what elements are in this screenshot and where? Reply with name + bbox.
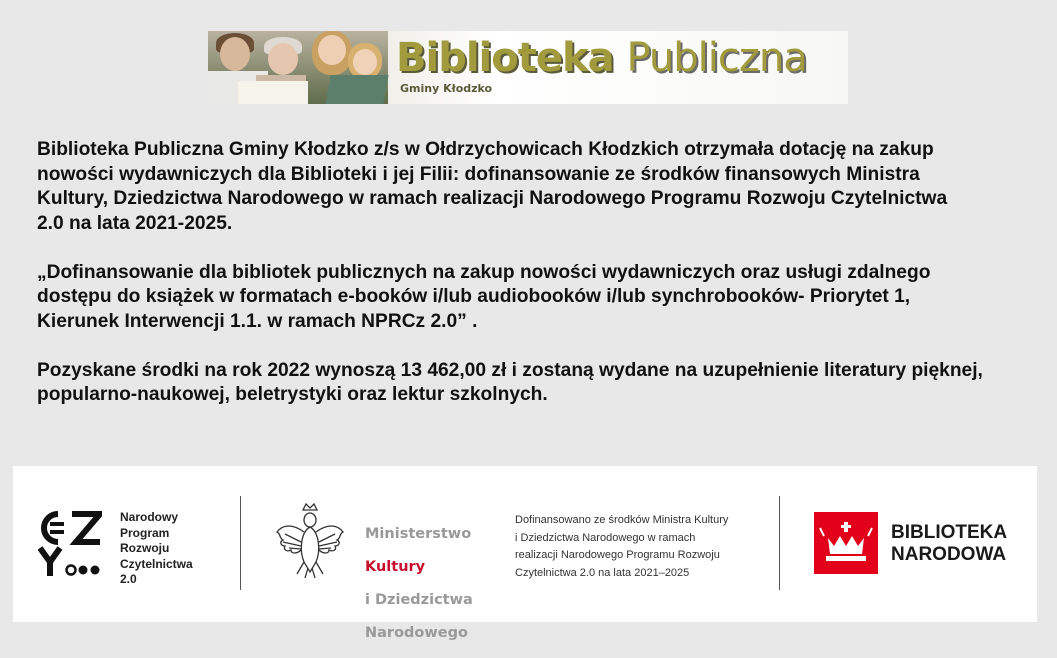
crown-logo-icon <box>814 512 878 574</box>
ministry-line1: Ministerstwo <box>365 525 472 542</box>
ministry-line3: i Dziedzictwa <box>365 591 473 608</box>
banner-title-word1: Biblioteka <box>396 35 614 81</box>
paragraph-funds-amount: Pozyskane środki na rok 2022 wynoszą 13 462,00 zł i zostaną wydane na uzupełnienie literatury pięknej, popularno-naukowej, beletrystyki oraz lektur szkolnych. <box>37 359 983 405</box>
header-banner <box>208 31 848 104</box>
sponsor-footer <box>13 466 1037 641</box>
footer-divider <box>779 496 780 590</box>
nprcz-logo-icon <box>38 508 102 578</box>
ministry-name <box>365 509 473 658</box>
paragraph-grant-info: Biblioteka Publiczna Gminy Kłodzko z/s w Ołdrzychowicach Kłodzkich otrzymała dotację na zakup nowości wydawniczych dla Biblioteki i jej Filii: dofinansowanie ze środków finansowych Ministra Kultury, Dziedzictwa Narodowego w ramach realizacji Narodowego Programu Rozwoju Czytelnictwa 2.0 na lata 2021-2025. <box>37 139 948 234</box>
biblioteka-narodowa-name: BIBLIOTEKA NARODOWA <box>891 522 1008 565</box>
announcement-text <box>37 138 1037 432</box>
banner-title-word2: Publiczna <box>626 35 807 81</box>
funding-note: Dofinansowano ze środków Ministra Kultury i Dziedzictwa Narodowego w ramach realizacji Narodowego Programu Rozwoju Czytelnictwa 2.0 na lata 2021–2025 <box>515 514 729 579</box>
nprcz-name: Narodowy Program Rozwoju Czytelnictwa 2.0 <box>120 510 193 586</box>
eagle-emblem-icon <box>273 502 347 582</box>
banner-subtitle: Gminy Kłodzko <box>400 82 493 95</box>
ministry-line2: Kultury <box>365 558 426 575</box>
footer-divider <box>240 496 241 590</box>
ministry-line4: Narodowego <box>365 624 468 641</box>
banner-title <box>396 35 807 81</box>
banner-photo <box>208 31 388 104</box>
paragraph-program-quote: „Dofinansowanie dla bibliotek publicznych na zakup nowości wydawniczych oraz usługi zdalnego dostępu do książek w formatach e-booków i/lub audiobooków i/lub synchrobooków- Priorytet 1, Kierunek Interwencji 1.1. w ramach NPRCz 2.0” . <box>37 261 931 332</box>
